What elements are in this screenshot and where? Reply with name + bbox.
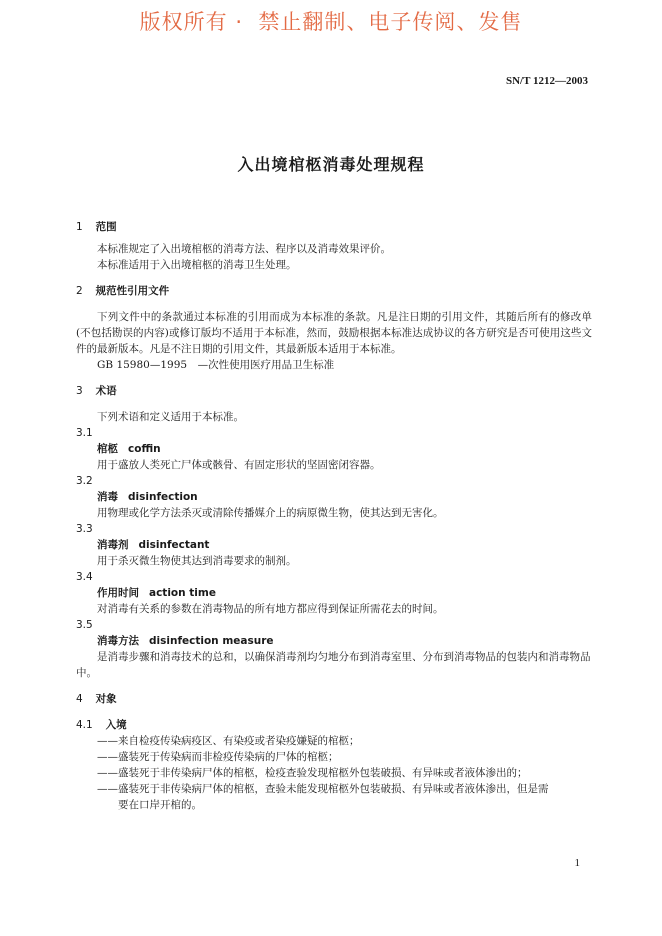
term-number: 3.3: [76, 523, 93, 535]
page-number: 1: [574, 857, 580, 869]
standard-number: SN/T 1212—2003: [505, 75, 588, 87]
document-body: [76, 219, 592, 813]
document-title: 入出境棺柩消毒处理规程: [237, 155, 425, 174]
term-title: 消毒 disinfection: [97, 491, 198, 503]
list-item: ——盛装死于非传染病尸体的棺柩，检疫查验发现棺柩外包装破损、有异味或者液体渗出的；: [97, 767, 528, 779]
term-definition: 用于杀灭微生物使其达到消毒要求的制剂。: [97, 555, 297, 567]
list-item: ——盛装死于传染病而非检疫传染病的尸体的棺柩；: [97, 751, 339, 763]
paragraph: 下列文件中的条款通过本标准的引用而成为本标准的条款。凡是注日期的引用文件，其随后所有的修改单(不包括勘误的内容)或修订版均不适用于本标准，然而，鼓励根据本标准达成协议的各方研究是否可使用这些文件的最新版本。凡是不注日期的引用文件，其最新版本适用于本标准。: [76, 311, 592, 355]
list-item-continuation: 要在口岸开棺的。: [118, 799, 202, 811]
paragraph: 下列术语和定义适用于本标准。: [97, 411, 244, 423]
term-title: 消毒方法 disinfection measure: [97, 635, 274, 647]
section-heading-references: 2 规范性引用文件: [76, 285, 170, 297]
copyright-watermark: 版权所有 · 禁止翻制、电子传阅、发售: [139, 10, 523, 34]
term-title: 消毒剂 disinfectant: [97, 539, 210, 551]
term-definition: 用于盛放人类死亡尸体或骸骨、有固定形状的坚固密闭容器。: [97, 459, 381, 471]
term-definition: 是消毒步骤和消毒技术的总和，以确保消毒剂均匀地分布到消毒室里、分布到消毒物品的包装内和消毒物品中。: [76, 651, 591, 679]
term-number: 3.2: [76, 475, 93, 487]
list-item: ——来自检疫传染病疫区、有染疫或者染疫嫌疑的棺柩；: [97, 735, 360, 747]
term-definition: 对消毒有关系的参数在消毒物品的所有地方都应得到保证所需花去的时间。: [97, 603, 444, 615]
section-heading-scope: 1 范围: [76, 221, 117, 233]
section-heading-terms: 3 术语: [76, 385, 117, 397]
paragraph: 本标准适用于入出境棺柩的消毒卫生处理。: [97, 259, 297, 271]
subsection-heading-entry: 4.1 入境: [76, 719, 127, 731]
term-definition: 用物理或化学方法杀灭或清除传播媒介上的病原微生物，使其达到无害化。: [97, 507, 444, 519]
reference-item: GB 15980—1995 —次性使用医疗用品卫生标准: [97, 359, 335, 371]
section-heading-objects: 4 对象: [76, 693, 117, 705]
term-number: 3.1: [76, 427, 93, 439]
paragraph: 本标准规定了入出境棺柩的消毒方法、程序以及消毒效果评价。: [97, 243, 391, 255]
term-number: 3.5: [76, 619, 93, 631]
term-title: 作用时间 action time: [97, 587, 216, 599]
list-item: ——盛装死于非传染病尸体的棺柩，查验未能发现棺柩外包装破损、有异味或者液体渗出，但是需: [97, 783, 549, 795]
term-number: 3.4: [76, 571, 93, 583]
term-title: 棺柩 coffin: [97, 443, 161, 455]
